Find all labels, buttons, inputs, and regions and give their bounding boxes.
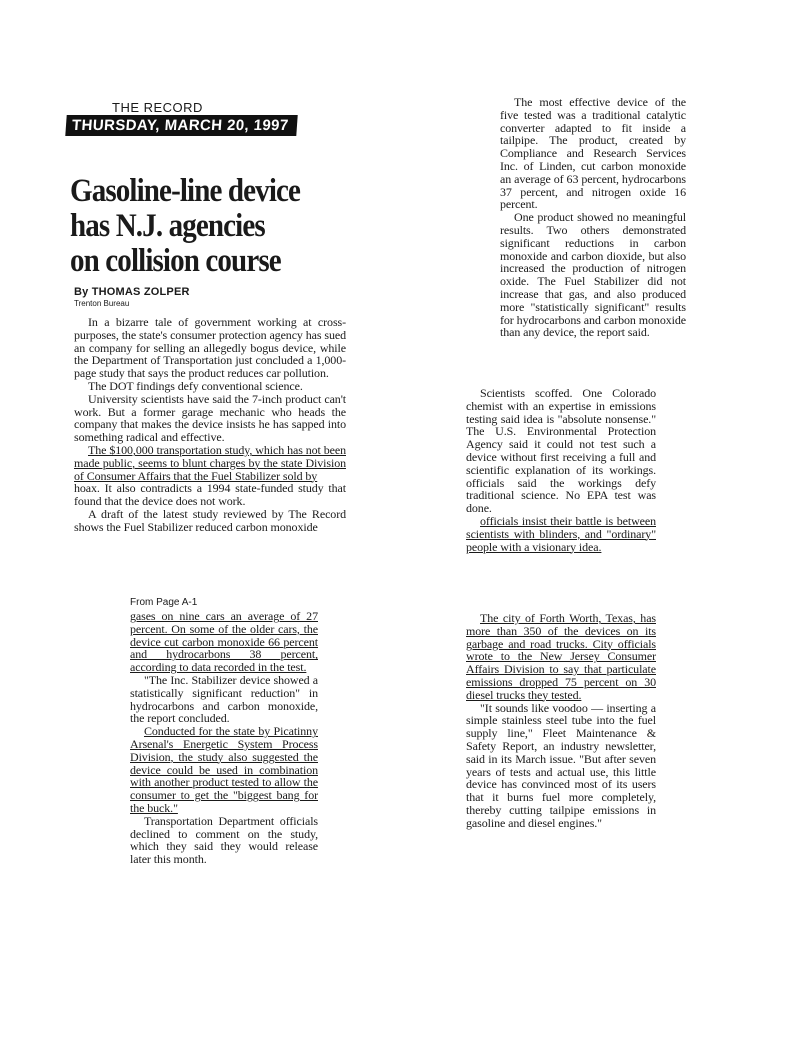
bureau-line: Trenton Bureau bbox=[74, 299, 130, 308]
paragraph: Conducted for the state by Picatinny Arsenal's Energetic System Process Division, the study also suggested the device could be used in combination with another product tested to allow the consumer to get the "biggest bang for the buck." bbox=[130, 724, 318, 815]
paragraph: Scientists scoffed. One Colorado chemist with an expertise in emissions testing said idea is "absolute nonsense." The U.S. Environmental Protection Agency said it could not test such a device without first receiving a full and scientific explanation of its workings. officials said the workings defy traditional science. No EPA test was done. bbox=[466, 386, 656, 516]
paragraph: Transportation Department officials declined to comment on the study, which they said they would release later this month. bbox=[130, 813, 318, 867]
article-column-3 bbox=[500, 96, 686, 339]
continued-from-label: From Page A-1 bbox=[130, 597, 198, 608]
article-column-1 bbox=[74, 316, 346, 534]
headline bbox=[70, 174, 325, 279]
paragraph: "The Inc. Stabilizer device showed a statistically significant reduction" in hydrocarbons and carbon monoxide, the report concluded. bbox=[130, 672, 318, 726]
paragraph: The $100,000 transportation study, which has not been made public, seems to blunt charges by the state Division of Consumer Affairs that the Fuel Stabilizer sold by bbox=[74, 442, 346, 483]
headline-line: has N.J. agencies bbox=[70, 208, 265, 244]
newspaper-name: THE RECORD bbox=[112, 100, 203, 115]
paragraph: In a bizarre tale of government working at cross-purposes, the state's consumer protection agency has sued an company for selling an allegedly bogus device, while the Department of Transportation just concluded a 1,000-page study that says the product reduces car pollution. bbox=[74, 315, 346, 381]
date-banner: THURSDAY, MARCH 20, 1997 bbox=[65, 115, 297, 136]
paragraph: University scientists have said the 7-inch product can't work. But a former garage mechanic who heads the company that makes the device insists he has sapped into something radical and effective. bbox=[74, 391, 346, 445]
byline: By THOMAS ZOLPER bbox=[74, 286, 190, 298]
paragraph: The city of Forth Worth, Texas, has more than 350 of the devices on its garbage and road trucks. City officials wrote to the New Jersey Consumer Affairs Division to say that particulate emissions dropped 75 percent on 30 diesel trucks they tested. bbox=[466, 611, 656, 702]
paragraph: "It sounds like voodoo — inserting a simple stainless steel tube into the fuel supply line," Fleet Maintenance & Safety Report, an industry newsletter, said in its March issue. "But after seven years of tests and actual use, this little device has convinced most of its users that it burns fuel more completely, thereby cutting tailpipe emissions in gasoline and diesel engines." bbox=[466, 700, 656, 830]
article-column-3c bbox=[466, 612, 656, 830]
paragraph: gases on nine cars an average of 27 percent. On some of the older cars, the device cut carbon monoxide 66 percent and hydrocarbons 38 percent, according to data recorded in the test. bbox=[130, 609, 318, 675]
paragraph: The most effective device of the five tested was a traditional catalytic converter adapted to fit inside a tailpipe. The product, created by Compliance and Research Services Inc. of Linden, cut carbon monoxide an average of 63 percent, hydrocarbons 37 percent, and nitrogen oxide 16 percent. bbox=[500, 95, 686, 212]
article-column-2 bbox=[130, 597, 318, 866]
paragraph: hoax. It also contradicts a 1994 state-funded study that found that the device does not work. bbox=[74, 481, 346, 509]
paragraph: officials insist their battle is between scientists with blinders, and "ordinary" people with a visionary idea. bbox=[466, 513, 656, 554]
headline-line: on collision course bbox=[70, 243, 281, 279]
paragraph: A draft of the latest study reviewed by The Record shows the Fuel Stabilizer reduced carbon monoxide bbox=[74, 506, 346, 534]
paragraph: One product showed no meaningful results. Two others demonstrated significant reductions in carbon monoxide and carbon dioxide, but also increased the production of nitrogen oxide. The Fuel Stabilizer did not increase that gas, and also produced more "statistically significant" results for hydrocarbons and carbon monoxide than any device, the report said. bbox=[500, 210, 686, 340]
article-column-3b bbox=[466, 387, 656, 553]
paragraph: The DOT findings defy conventional science. bbox=[88, 378, 303, 393]
headline-line: Gasoline-line device bbox=[70, 173, 301, 209]
